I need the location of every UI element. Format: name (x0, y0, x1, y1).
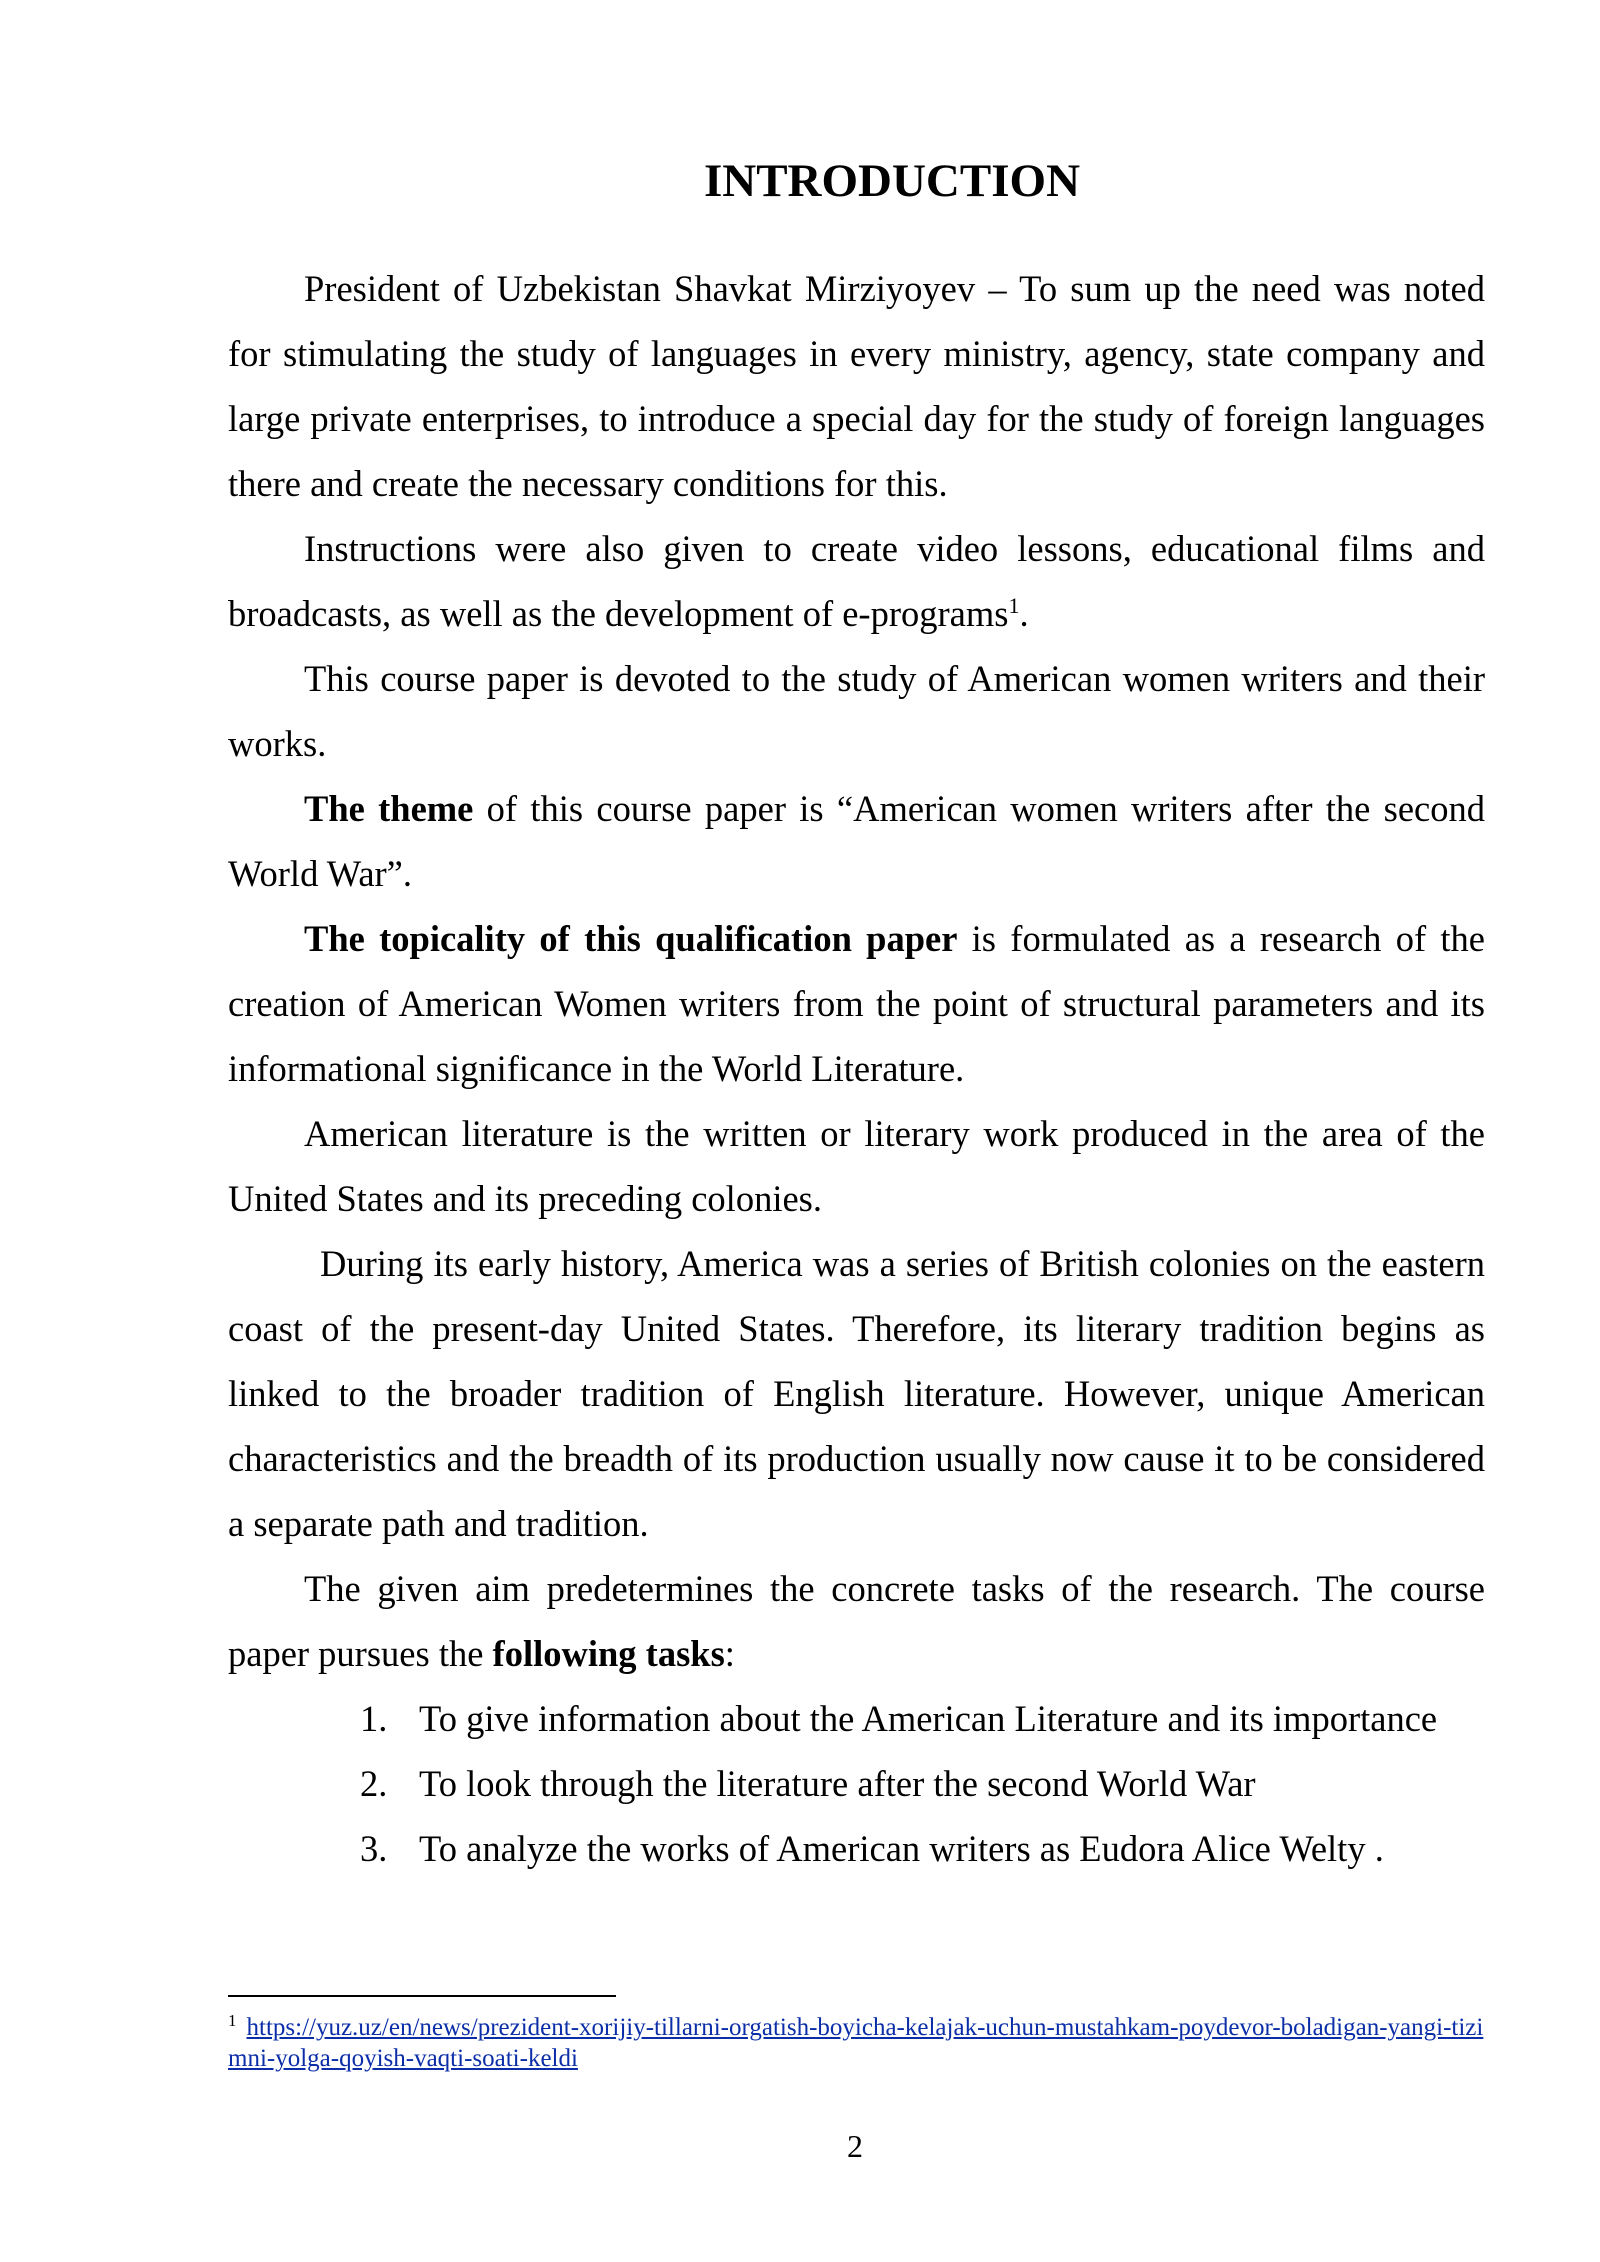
footnote-link[interactable]: https://yuz.uz/en/news/prezident-xorijiy-tillarni-orgatish-boyicha-kelajak-uchun-mustahkam-poydevor-boladigan-yangi-tizimni-yolga-qoyish-vaqti-soati-keldi (228, 2014, 1484, 2072)
aim-end: : (724, 1633, 735, 1674)
task-list (228, 1686, 1485, 1881)
paragraph-devotion: This course paper is devoted to the study of American women writers and their works. (228, 658, 1485, 764)
aim-text: The given aim predetermines the concrete tasks of the research. The course paper pursues the (228, 1568, 1485, 1674)
page-number: 2 (847, 2128, 863, 2164)
list-item-number: 1. (360, 1698, 388, 1739)
list-item-text: To look through the literature after the second World War (419, 1763, 1256, 1804)
list-item-number: 2. (360, 1763, 388, 1804)
paragraph-aim (228, 1556, 1485, 1686)
paragraph-american-literature: American literature is the written or literary work produced in the area of the United States and its preceding colonies. (228, 1113, 1485, 1219)
paragraph-instructions-end: . (1019, 593, 1029, 634)
footnote-mark: 1 (228, 2010, 237, 2030)
footnote (228, 2012, 1488, 2074)
page-title: INTRODUCTION (703, 155, 1081, 207)
paragraph-instructions (228, 516, 1485, 646)
footnote-separator (228, 1995, 616, 1997)
theme-label: The theme (304, 788, 474, 829)
paragraph-topicality (228, 906, 1485, 1101)
topicality-label: The topicality of this qualification paper (304, 918, 958, 959)
paragraph-early-history: During its early history, America was a series of British colonies on the eastern coast of the present-day United States. Therefore, its literary tradition begins as linked to the broader tradition of English literature. However, unique American characteristics and the breadth of its production usually now cause it to be considered a separate path and tradition. (228, 1243, 1485, 1544)
paragraph-theme (228, 776, 1485, 906)
document-body (228, 256, 1485, 1881)
list-item (228, 1816, 1485, 1881)
theme-text: of this course paper is “American women writers after the second World War”. (228, 788, 1485, 894)
list-item-text: To analyze the works of American writers as Eudora Alice Welty . (419, 1828, 1384, 1869)
paragraph-president-statement: President of Uzbekistan Shavkat Mirziyoyev – To sum up the need was noted for stimulating the study of languages in every ministry, agency, state company and large private enterprises, to introduce a special day for the study of foreign languages there and create the necessary conditions for this. (228, 268, 1485, 504)
list-item (228, 1686, 1485, 1751)
tasks-label: following tasks (492, 1633, 725, 1674)
list-item-text: To give information about the American Literature and its importance (419, 1698, 1438, 1739)
footnote-reference[interactable]: 1 (1008, 592, 1020, 618)
list-item (228, 1751, 1485, 1816)
list-item-number: 3. (360, 1828, 388, 1869)
topicality-text: is formulated as a research of the creation of American Women writers from the point of structural parameters and its informational significance in the World Literature. (228, 918, 1485, 1089)
paragraph-instructions-text: Instructions were also given to create video lessons, educational films and broadcasts, as well as the development of e-programs (228, 528, 1485, 634)
